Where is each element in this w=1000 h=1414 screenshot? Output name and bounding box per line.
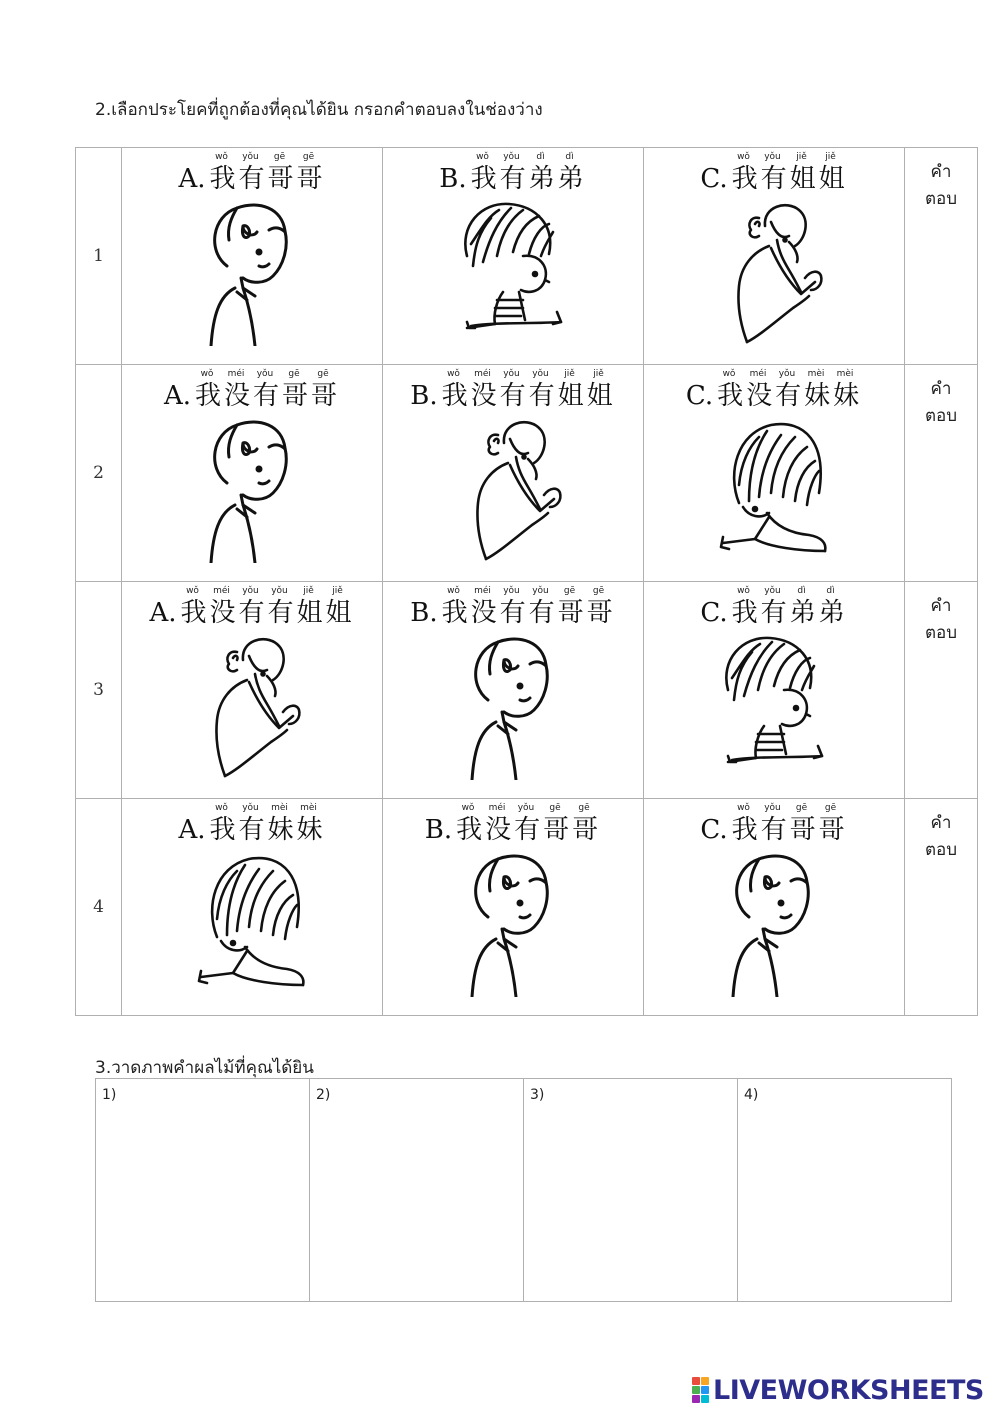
option-hanzi: 我有哥哥 [731,815,848,845]
pinyin-syllable: dì [797,586,806,596]
pinyin-syllable: méi [474,369,491,379]
pinyin-syllable: jiě [593,369,604,379]
pinyin-syllable: yǒu [503,152,520,162]
pinyin-syllable: gē [563,586,576,596]
pinyin-line [122,369,382,379]
pinyin-syllable: gē [273,152,286,162]
pinyin-syllable: wǒ [215,803,228,813]
pinyin-syllable: wǒ [737,586,750,596]
option-label: B. [410,381,438,411]
pinyin-syllable: méi [213,586,230,596]
drawing-box-label: 4) [744,1087,759,1103]
pinyin-syllable: jiě [303,586,314,596]
option-c [644,582,905,799]
pinyin-syllable: yǒu [778,369,796,379]
pinyin-syllable: mèi [300,803,317,813]
answer-label: คำ [930,813,952,833]
pinyin-syllable: yǒu [271,586,288,596]
option-b [383,799,644,1016]
option-c [644,148,905,365]
answer-label: คำ [930,162,952,182]
logo-mark-square [701,1377,709,1385]
pinyin-syllable: méi [474,586,491,596]
option-hanzi: 我没有哥哥 [456,815,602,845]
older-sister-icon [719,196,829,350]
pinyin-syllable: wǒ [461,803,475,813]
answer-box[interactable] [905,148,978,365]
little-brother-icon [714,630,834,784]
pinyin-line [644,369,904,379]
little-sister-icon [709,413,839,567]
pinyin-syllable: yǒu [242,803,259,813]
option-sentence [383,152,643,196]
pinyin-syllable: wǒ [200,369,214,379]
question-row-2 [76,365,978,582]
pinyin-syllable: yǒu [242,152,259,162]
drawing-box-label: 1) [102,1087,117,1103]
boy-icon [458,847,568,1001]
answer-label: คำ [930,596,952,616]
drawing-box-3[interactable] [524,1079,738,1302]
liveworksheets-logo [692,1376,984,1404]
answer-label: คำ [930,379,952,399]
section-3-title: 3.วาดภาพคำผลไม้ที่คุณได้ยิน [95,1058,314,1078]
pinyin-syllable: méi [749,369,767,379]
pinyin-line [644,152,904,162]
pinyin-syllable: yǒu [517,803,535,813]
option-sentence [644,152,904,196]
liveworksheets-wordmark: LIVEWORKSHEETS [713,1374,984,1406]
question-row-3 [76,582,978,799]
question-number: 4 [76,799,122,1016]
option-a [122,365,383,582]
option-sentence [122,369,382,413]
option-label: A. [149,598,177,628]
boy-icon [197,413,307,567]
pinyin-syllable: gē [288,369,300,379]
option-sentence [383,586,643,630]
pinyin-syllable: gē [549,803,561,813]
option-sentence [644,586,904,630]
pinyin-syllable: yǒu [764,803,781,813]
drawing-box-label: 3) [530,1087,545,1103]
section-2-title: 2.เลือกประโยคที่ถูกต้องที่คุณได้ยิน กรอกคำตอบลงในช่องว่าง [95,100,543,120]
option-a [122,582,383,799]
option-hanzi: 我没有妹妹 [717,381,863,411]
pinyin-syllable: wǒ [476,152,489,162]
option-label: B. [439,164,467,194]
pinyin-syllable: gē [824,803,837,813]
pinyin-syllable: wǒ [186,586,199,596]
answer-box[interactable] [905,582,978,799]
pinyin-syllable: gē [302,152,315,162]
answer-label: ตอบ [924,840,958,860]
pinyin-line [122,586,382,596]
drawing-table [95,1078,952,1302]
answer-box[interactable] [905,365,978,582]
option-a [122,799,383,1016]
drawing-box-4[interactable] [738,1079,952,1302]
pinyin-syllable: jiě [564,369,575,379]
answer-label: ตอบ [924,406,958,426]
option-label: A. [163,381,192,411]
older-sister-icon [197,630,307,784]
logo-mark-square [692,1395,700,1403]
drawing-box-label: 2) [316,1087,331,1103]
pinyin-line [644,586,904,596]
pinyin-line [644,803,904,813]
logo-mark-square [701,1395,709,1403]
question-number: 1 [76,148,122,365]
little-sister-icon [187,847,317,1001]
pinyin-syllable: wǒ [447,586,460,596]
option-sentence [122,152,382,196]
listening-quiz-table [75,147,978,1016]
option-hanzi: 我有姐姐 [731,164,848,194]
option-b [383,582,644,799]
boy-icon [719,847,829,1001]
option-hanzi: 我没有有姐姐 [180,598,355,628]
pinyin-syllable: yǒu [242,586,259,596]
pinyin-syllable: yǒu [764,586,781,596]
option-label: A. [178,815,206,845]
option-label: B. [424,815,453,845]
option-sentence [644,369,904,413]
pinyin-syllable: wǒ [737,152,750,162]
option-hanzi: 我没有有姐姐 [441,381,616,411]
option-sentence [122,586,382,630]
pinyin-syllable: gē [592,586,605,596]
pinyin-syllable: yǒu [532,369,549,379]
pinyin-syllable: yǒu [532,586,549,596]
pinyin-syllable: dì [565,152,574,162]
liveworksheets-mark-icon [692,1377,709,1403]
option-b [383,365,644,582]
pinyin-syllable: jiě [796,152,807,162]
option-c [644,365,905,582]
drawing-box-2[interactable] [310,1079,524,1302]
pinyin-syllable: mèi [807,369,825,379]
boy-icon [197,196,307,350]
option-hanzi: 我没有有哥哥 [441,598,616,628]
option-sentence [644,803,904,847]
question-row-4 [76,799,978,1016]
pinyin-syllable: gē [578,803,590,813]
pinyin-syllable: wǒ [215,152,228,162]
option-label: C. [685,381,714,411]
option-c [644,799,905,1016]
option-hanzi: 我没有哥哥 [195,381,341,411]
older-sister-icon [458,413,568,567]
option-hanzi: 我有弟弟 [731,598,848,628]
logo-mark-square [692,1386,700,1394]
pinyin-syllable: méi [488,803,506,813]
option-hanzi: 我有弟弟 [470,164,587,194]
option-b [383,148,644,365]
pinyin-syllable: jiě [825,152,836,162]
pinyin-line [122,803,382,813]
question-row-1 [76,148,978,365]
answer-box[interactable] [905,799,978,1016]
answer-label: ตอบ [924,623,958,643]
option-hanzi: 我有哥哥 [209,164,326,194]
pinyin-syllable: yǒu [503,586,520,596]
little-brother-icon [453,196,573,350]
option-label: C. [700,164,728,194]
pinyin-syllable: wǒ [447,369,460,379]
answer-label: ตอบ [924,189,958,209]
pinyin-syllable: dì [536,152,545,162]
option-a [122,148,383,365]
option-label: C. [700,815,728,845]
pinyin-line [383,369,643,379]
option-hanzi: 我有妹妹 [209,815,326,845]
pinyin-syllable: mèi [836,369,854,379]
drawing-box-1[interactable] [96,1079,310,1302]
pinyin-syllable: wǒ [737,803,750,813]
pinyin-syllable: yǒu [764,152,781,162]
pinyin-syllable: méi [227,369,245,379]
option-sentence [383,369,643,413]
question-number: 2 [76,365,122,582]
pinyin-line [122,152,382,162]
pinyin-syllable: dì [826,586,835,596]
pinyin-syllable: gē [317,369,329,379]
pinyin-line [383,586,643,596]
pinyin-syllable: mèi [271,803,288,813]
option-label: C. [700,598,728,628]
option-label: A. [178,164,206,194]
boy-icon [458,630,568,784]
pinyin-syllable: jiě [332,586,343,596]
pinyin-syllable: wǒ [722,369,736,379]
option-sentence [383,803,643,847]
pinyin-syllable: yǒu [503,369,520,379]
pinyin-line [383,152,643,162]
pinyin-syllable: yǒu [256,369,274,379]
option-sentence [122,803,382,847]
option-label: B. [410,598,438,628]
logo-mark-square [692,1377,700,1385]
logo-mark-square [701,1386,709,1394]
pinyin-line [383,803,643,813]
pinyin-syllable: gē [795,803,808,813]
question-number: 3 [76,582,122,799]
